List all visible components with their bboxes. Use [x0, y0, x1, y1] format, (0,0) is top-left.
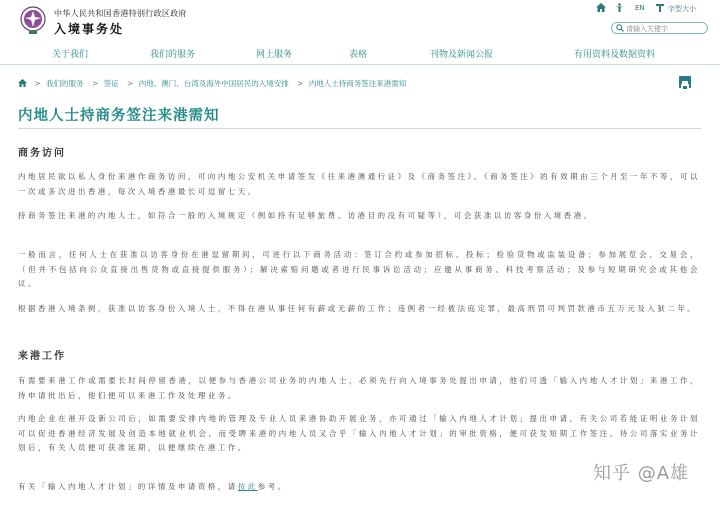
click-here-link[interactable]: 按此 [237, 482, 258, 491]
paragraph-text: 有关「输入内地人才计划」的详情及申请资格，请 [18, 482, 238, 491]
print-icon [679, 79, 691, 91]
print-button[interactable] [679, 76, 691, 88]
nav-eservices[interactable]: 网上服务 [256, 50, 293, 60]
paragraph: 持商务签注来港的内地人士，如符合一般的入境规定（例如持有足够旅费、访港目的没有可疑等），可会获准以访客身份入境香港。 [18, 211, 594, 220]
org-top-label: 中华人民共和国香港特别行政区政府 [54, 9, 187, 18]
breadcrumb-separator: > [297, 79, 304, 88]
main-nav [0, 42, 720, 65]
site-header [0, 0, 720, 42]
nav-forms[interactable]: 表格 [349, 50, 368, 60]
nav-services[interactable]: 我们的服务 [150, 50, 196, 60]
section-heading-work-in-hk: 来港工作 [18, 351, 66, 362]
nav-publications[interactable]: 刊物及新闻公报 [430, 50, 494, 60]
paragraph: 内地居民欲以私人身份来港作商务访问，可向内地公安机关申请签发《往来港澳通行证》及《商务签注》。《商务签注》的有效期由三个月至一年不等，可以一次或多次进出香港，每次入境香港最长可逗留七天。 [18, 172, 700, 196]
paragraph: 内地企业在港开设新公司后，如需要安排内地的管理及专业人员来港协助开展业务，亦可通过「输入内地人才计划」提出申请，有关公司若能证明业务计划可以促进香港经济发展及创造本地就业机会，而受聘来港的内地人员又合乎「输入内地人才计划」的审批资格，便可获发短期工作签注。待公司落实业务计划后，有关人员便可获准延期，以便继续在港工作。 [18, 414, 700, 452]
section-heading-business-visit: 商务访问 [18, 148, 66, 159]
page-title: 内地人士持商务签注来港需知 [18, 108, 220, 124]
lang-en-link[interactable]: EN [635, 4, 645, 12]
paragraph-text: 参考。 [257, 482, 288, 491]
font-size-icon[interactable] [656, 4, 664, 12]
breadcrumb-separator: > [91, 79, 99, 88]
paragraph: 一般而言，任何人士在获准以访客身份在港逗留期间，可进行以下商务活动：签订合约或参加招标、投标；检验货物或监装设备；参加展览会、交易会，（但并不包括向公众直接出售货物或直接提供服务）；解决索赔问题或者进行民事诉讼活动；应邀从事商务、科技考察活动；及参与短期研究会或其他会议。 [18, 250, 700, 288]
org-main-title[interactable]: 入境事务处 [54, 22, 125, 36]
breadcrumb-separator: > [34, 79, 41, 88]
breadcrumb-current: 内地人士持商务签注来港需知 [308, 79, 407, 88]
hksar-emblem-logo[interactable] [20, 5, 46, 35]
breadcrumb-home-icon[interactable] [18, 79, 27, 87]
breadcrumb-separator: > [127, 79, 134, 88]
search-input[interactable] [611, 22, 708, 34]
paragraph: 有需要来港工作或需要长时间停留香港，以便参与香港公司业务的内地人士，必须先行向入境事务处提出申请，他们可透「输入内地人才计划」来港工作，待申请批出后，他们便可以来港工作及处理业务。 [18, 376, 700, 400]
zhihu-watermark: 知乎 @A雄 [593, 463, 690, 484]
nav-useful-info[interactable]: 有用资料及数据资料 [574, 50, 656, 60]
home-icon[interactable] [596, 3, 606, 12]
breadcrumb-item[interactable]: 内地、澳门、台湾及海外中国居民的入境安排 [138, 79, 289, 88]
title-divider [18, 128, 701, 129]
search-icon[interactable] [616, 24, 624, 32]
breadcrumb [18, 78, 409, 90]
accessibility-icon[interactable] [615, 3, 624, 12]
nav-about[interactable]: 关于我们 [52, 50, 89, 60]
search-placeholder: 请输入关键字 [626, 25, 668, 33]
breadcrumb-item[interactable]: 签证 [103, 79, 119, 88]
breadcrumb-item[interactable]: 我们的服务 [46, 79, 84, 88]
font-size-link[interactable]: 字型大小 [668, 5, 696, 13]
paragraph: 根据香港入境条例，获准以访客身份入境人士，不得在港从事任何有薪或无薪的工作；违例者一经被法庭定罪，最高刑罚可判罚款港币五万元及入狱二年。 [18, 304, 698, 313]
